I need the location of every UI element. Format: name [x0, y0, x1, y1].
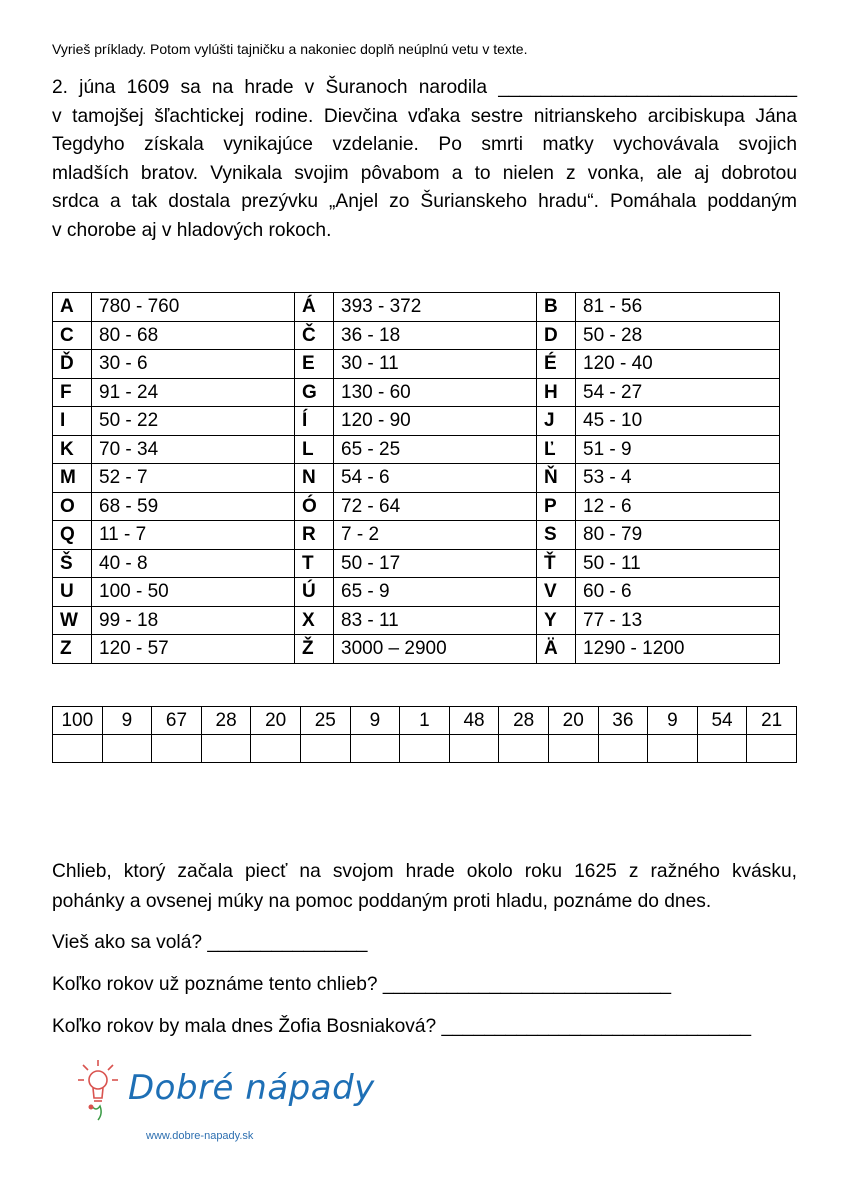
cipher-letter: É [537, 350, 576, 379]
cipher-expression: 51 - 9 [576, 435, 780, 464]
cipher-row [53, 464, 780, 493]
cipher-expression: 3000 – 2900 [334, 635, 537, 664]
cipher-letter: Ď [53, 350, 92, 379]
cipher-letter: U [53, 578, 92, 607]
cipher-letter: X [295, 606, 334, 635]
cipher-expression: 65 - 9 [334, 578, 537, 607]
cipher-letter: Ä [537, 635, 576, 664]
cipher-letter: Č [295, 321, 334, 350]
cipher-expression: 50 - 17 [334, 549, 537, 578]
cipher-row [53, 378, 780, 407]
website-link[interactable]: www.dobre-napady.sk [146, 1130, 254, 1142]
answer-letter-cell[interactable] [251, 735, 301, 763]
cipher-expression: 45 - 10 [576, 407, 780, 436]
cipher-expression: 54 - 27 [576, 378, 780, 407]
paragraph-line: v chorobe aj v hladových rokoch. [52, 219, 332, 241]
answer-numbers-row [53, 707, 797, 735]
answer-number-cell: 48 [449, 707, 499, 735]
answer-letter-cell[interactable] [350, 735, 400, 763]
cipher-letter: Ó [295, 492, 334, 521]
answer-letter-cell[interactable] [548, 735, 598, 763]
cipher-letter: L [295, 435, 334, 464]
cipher-letter: G [295, 378, 334, 407]
answer-letter-cell[interactable] [400, 735, 450, 763]
bread-paragraph [52, 857, 797, 917]
cipher-letter: K [53, 435, 92, 464]
cipher-expression: 99 - 18 [92, 606, 295, 635]
cipher-expression: 7 - 2 [334, 521, 537, 550]
cipher-expression: 68 - 59 [92, 492, 295, 521]
cipher-expression: 50 - 22 [92, 407, 295, 436]
cipher-row [53, 606, 780, 635]
answer-blank-row [53, 735, 797, 763]
cipher-letter: R [295, 521, 334, 550]
cipher-letter: W [53, 606, 92, 635]
cipher-letter: Ž [295, 635, 334, 664]
cipher-expression: 12 - 6 [576, 492, 780, 521]
cipher-expression: 83 - 11 [334, 606, 537, 635]
cipher-letter: Ľ [537, 435, 576, 464]
answer-letter-cell[interactable] [449, 735, 499, 763]
question-years-known: Koľko rokov už poznáme tento chlieb? ___________________________ [52, 974, 672, 995]
cipher-letter: S [537, 521, 576, 550]
cipher-letter: Ú [295, 578, 334, 607]
cipher-row [53, 435, 780, 464]
cipher-row [53, 293, 780, 322]
cipher-letter: Z [53, 635, 92, 664]
cipher-expression: 50 - 28 [576, 321, 780, 350]
answer-number-cell: 9 [648, 707, 698, 735]
answer-letter-cell[interactable] [747, 735, 797, 763]
cipher-expression: 120 - 90 [334, 407, 537, 436]
answer-number-cell: 20 [251, 707, 301, 735]
logo-text: Dobré nápady [128, 1068, 375, 1108]
paragraph-line: srdca a tak dostala prezývku „Anjel zo Šurianskeho hradu“. Pomáhala poddaným [52, 191, 797, 212]
cipher-row [53, 635, 780, 664]
answer-letter-cell[interactable] [697, 735, 747, 763]
cipher-letter: I [53, 407, 92, 436]
answer-number-cell: 9 [102, 707, 152, 735]
answer-letter-cell[interactable] [102, 735, 152, 763]
answer-number-cell: 28 [201, 707, 251, 735]
question-bread-name: Vieš ako sa volá? _______________ [52, 932, 368, 953]
cipher-expression: 72 - 64 [334, 492, 537, 521]
cipher-expression: 11 - 7 [92, 521, 295, 550]
answer-number-cell: 20 [548, 707, 598, 735]
cipher-expression: 1290 - 1200 [576, 635, 780, 664]
cipher-row [53, 350, 780, 379]
cipher-row [53, 549, 780, 578]
cipher-row [53, 521, 780, 550]
cipher-expression: 36 - 18 [334, 321, 537, 350]
answer-grid [52, 706, 797, 763]
cipher-letter: Q [53, 521, 92, 550]
cipher-row [53, 578, 780, 607]
answer-number-cell: 54 [697, 707, 747, 735]
cipher-row [53, 407, 780, 436]
cipher-letter: Š [53, 549, 92, 578]
cipher-expression: 40 - 8 [92, 549, 295, 578]
cipher-expression: 60 - 6 [576, 578, 780, 607]
answer-letter-cell[interactable] [300, 735, 350, 763]
cipher-letter: B [537, 293, 576, 322]
cipher-expression: 30 - 6 [92, 350, 295, 379]
cipher-expression: 120 - 40 [576, 350, 780, 379]
cipher-letter: T [295, 549, 334, 578]
cipher-expression: 100 - 50 [92, 578, 295, 607]
answer-number-cell: 9 [350, 707, 400, 735]
answer-number-cell: 36 [598, 707, 648, 735]
paragraph-line: Tegdyho získala vynikajúce vzdelanie. Po smrti matky vychovávala svojich [52, 134, 797, 155]
intro-paragraph [52, 74, 797, 245]
cipher-letter: N [295, 464, 334, 493]
cipher-letter: Á [295, 293, 334, 322]
cipher-letter: F [53, 378, 92, 407]
instruction-text: Vyrieš príklady. Potom vylúšti tajničku a nakoniec doplň neúplnú vetu v texte. [52, 41, 528, 57]
cipher-expression: 50 - 11 [576, 549, 780, 578]
cipher-row [53, 321, 780, 350]
answer-number-cell: 67 [152, 707, 202, 735]
question-age-today: Koľko rokov by mala dnes Žofia Bosniaková? _____________________________ [52, 1016, 752, 1037]
cipher-expression: 65 - 25 [334, 435, 537, 464]
paragraph-line: v tamojšej šľachtickej rodine. Dievčina vďaka sestre nitrianskeho arcibiskupa Jána [52, 105, 797, 127]
cipher-letter: Í [295, 407, 334, 436]
answer-number-cell: 1 [400, 707, 450, 735]
cipher-expression: 30 - 11 [334, 350, 537, 379]
cipher-letter: H [537, 378, 576, 407]
cipher-letter: J [537, 407, 576, 436]
cipher-expression: 70 - 34 [92, 435, 295, 464]
cipher-expression: 120 - 57 [92, 635, 295, 664]
cipher-letter: Y [537, 606, 576, 635]
answer-letter-cell[interactable] [648, 735, 698, 763]
cipher-letter: V [537, 578, 576, 607]
cipher-expression: 52 - 7 [92, 464, 295, 493]
cipher-expression: 54 - 6 [334, 464, 537, 493]
cipher-table [52, 292, 780, 664]
cipher-expression: 130 - 60 [334, 378, 537, 407]
answer-letter-cell[interactable] [598, 735, 648, 763]
cipher-expression: 80 - 68 [92, 321, 295, 350]
answer-letter-cell[interactable] [499, 735, 549, 763]
cipher-letter: Ť [537, 549, 576, 578]
cipher-expression: 91 - 24 [92, 378, 295, 407]
cipher-expression: 393 - 372 [334, 293, 537, 322]
cipher-letter: A [53, 293, 92, 322]
bread-line: pohánky a ovsenej múky na pomoc poddaným proti hladu, poznáme do dnes. [52, 891, 712, 912]
cipher-letter: E [295, 350, 334, 379]
answer-letter-cell[interactable] [201, 735, 251, 763]
cipher-letter: Ň [537, 464, 576, 493]
cipher-letter: M [53, 464, 92, 493]
cipher-expression: 81 - 56 [576, 293, 780, 322]
paragraph-line: mladších bratov. Vynikala svojim pôvabom a to nielen z vonka, ale aj dobrotou [52, 162, 797, 184]
bread-line: Chlieb, ktorý začala piecť na svojom hrade okolo roku 1625 z ražného kvásku, [52, 861, 797, 882]
cipher-expression: 77 - 13 [576, 606, 780, 635]
answer-number-cell: 25 [300, 707, 350, 735]
cipher-expression: 80 - 79 [576, 521, 780, 550]
answer-letter-cell[interactable] [152, 735, 202, 763]
cipher-row [53, 492, 780, 521]
cipher-letter: D [537, 321, 576, 350]
answer-letter-cell[interactable] [53, 735, 103, 763]
answer-number-cell: 21 [747, 707, 797, 735]
answer-number-cell: 28 [499, 707, 549, 735]
cipher-letter: O [53, 492, 92, 521]
paragraph-line: 2. júna 1609 sa na hrade v Šuranoch narodila ____________________________ [52, 77, 797, 98]
cipher-expression: 53 - 4 [576, 464, 780, 493]
cipher-letter: C [53, 321, 92, 350]
cipher-letter: P [537, 492, 576, 521]
cipher-expression: 780 - 760 [92, 293, 295, 322]
answer-number-cell: 100 [53, 707, 103, 735]
